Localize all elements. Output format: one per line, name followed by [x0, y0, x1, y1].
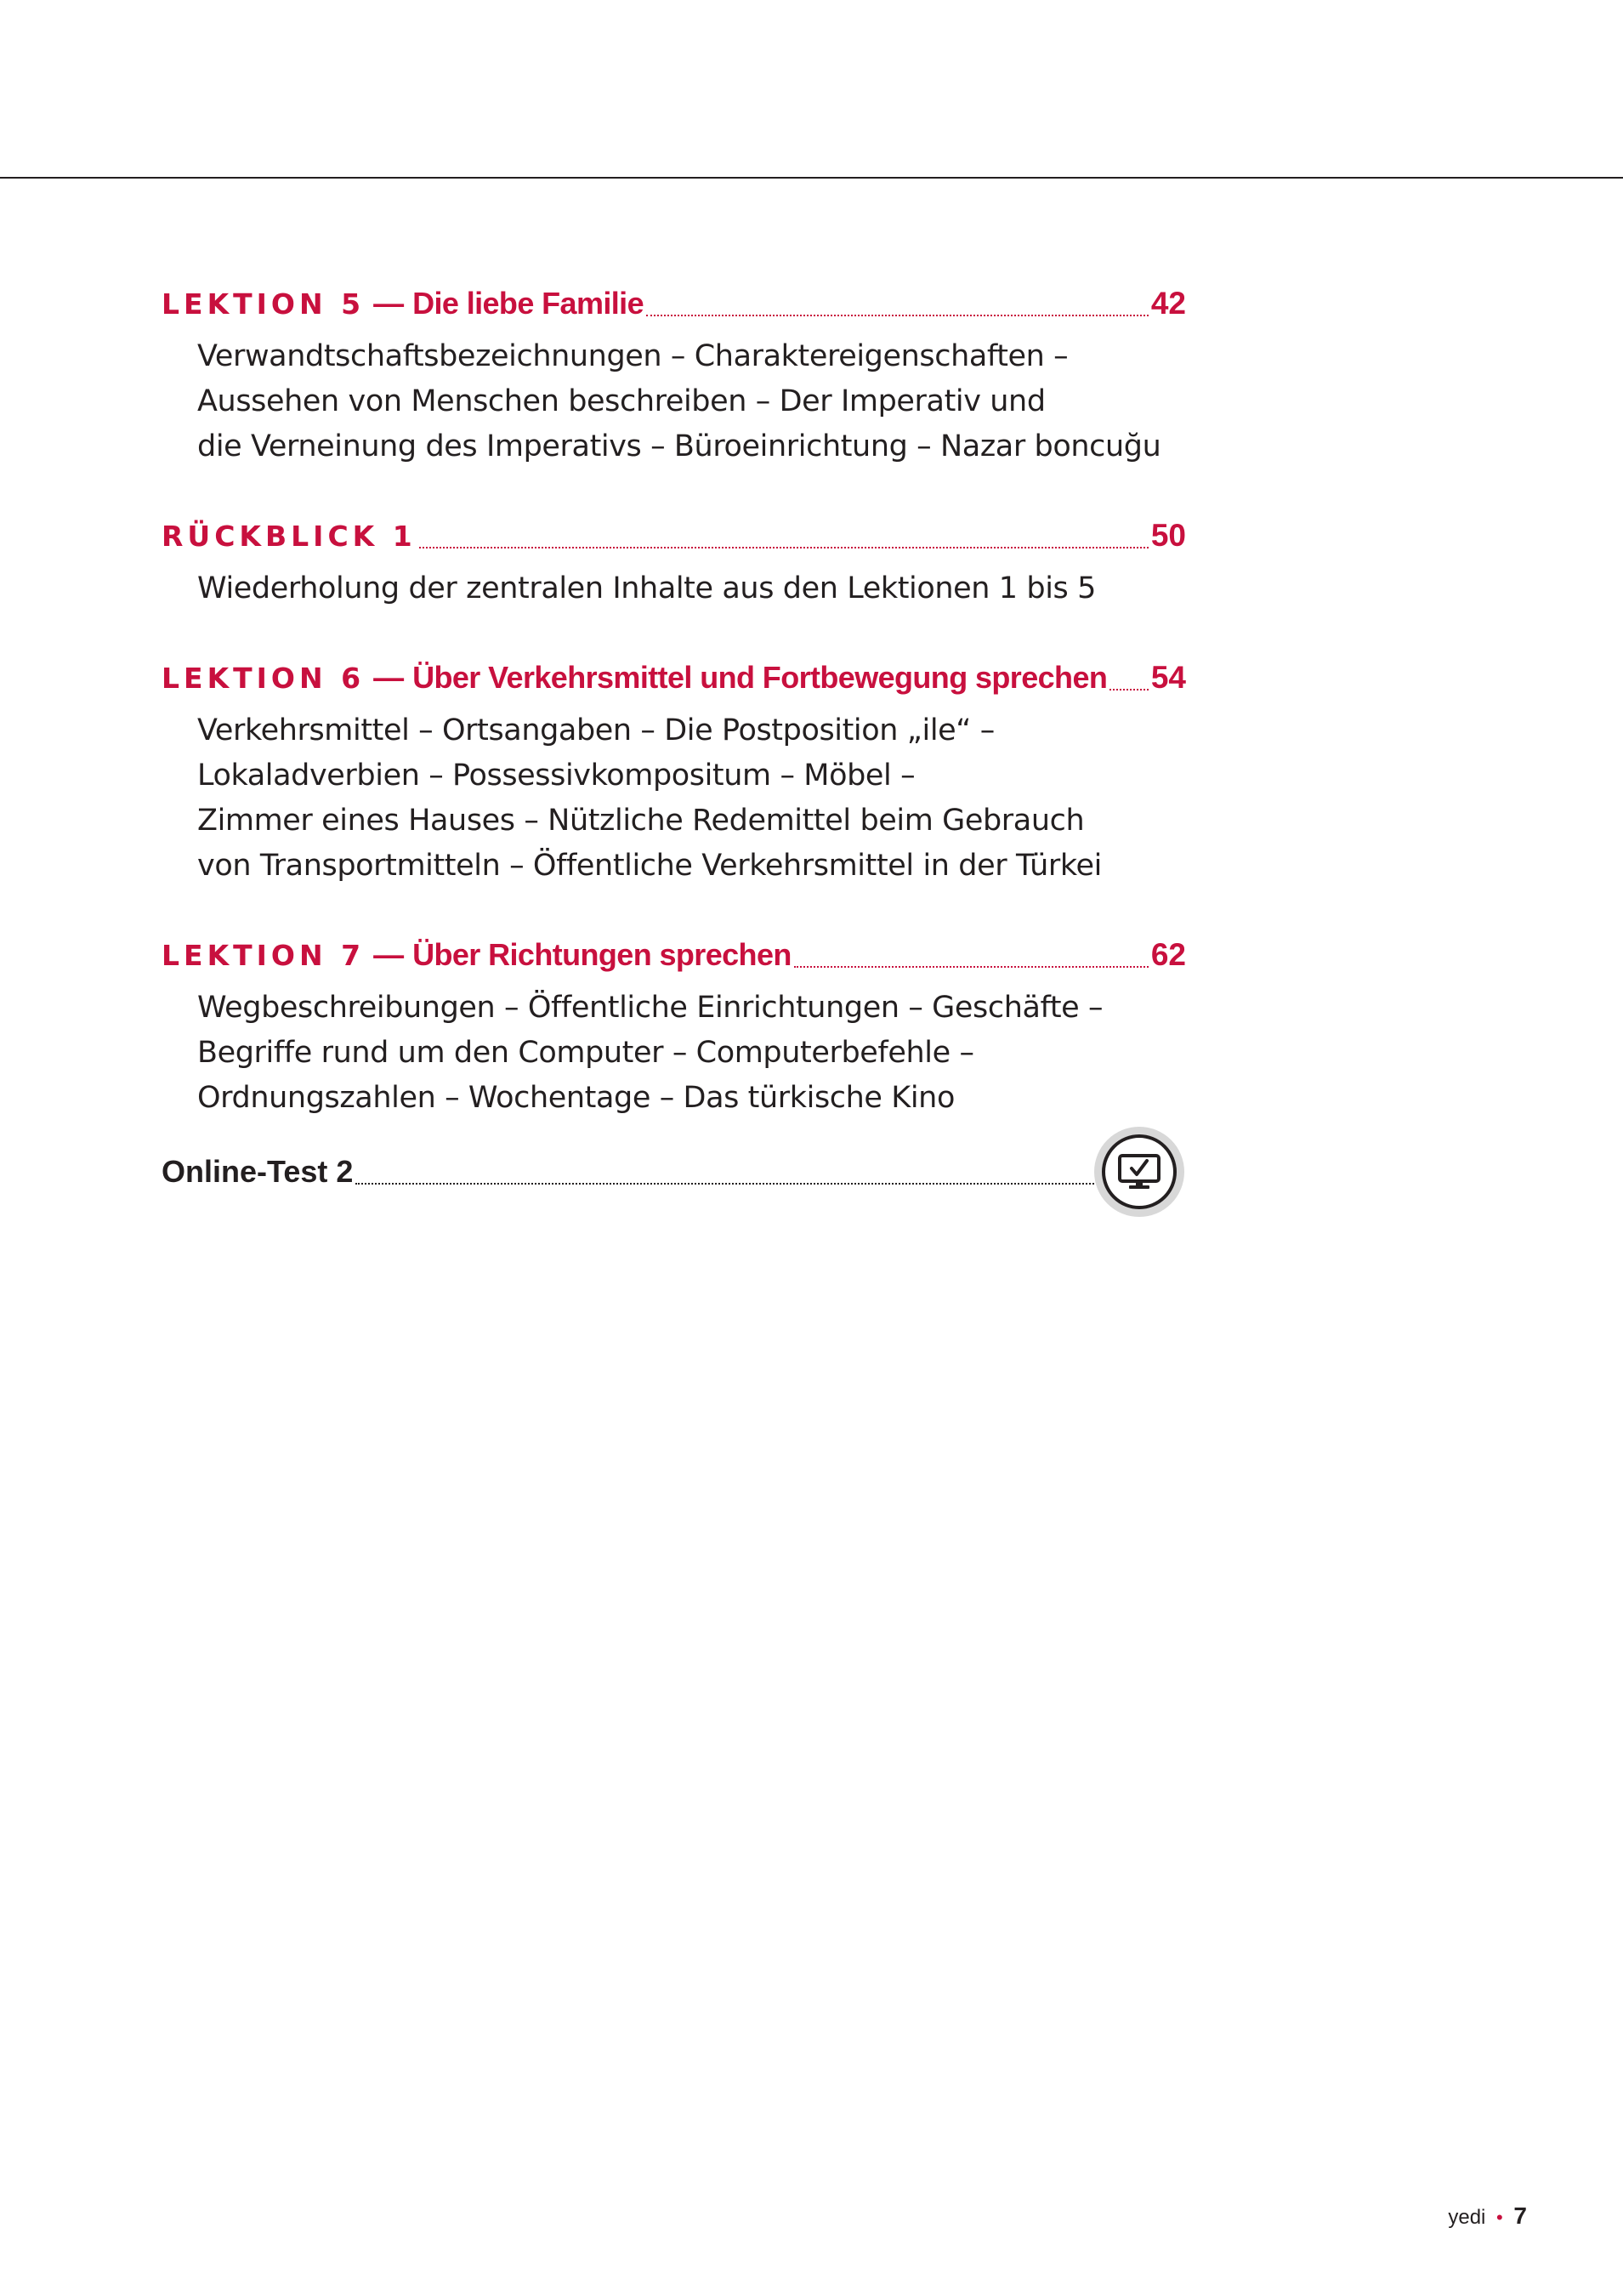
dot-leader — [794, 965, 1149, 968]
toc-entry-lektion-5[interactable] — [162, 276, 1186, 469]
description-line: Wiederholung der zentralen Inhalte aus den Lektionen 1 bis 5 — [197, 571, 1096, 605]
description-line: Begriffe rund um den Computer – Computerbefehle – — [197, 1036, 974, 1070]
footer-word: yedi — [1448, 2206, 1486, 2229]
description-line: Lokaladverbien – Possessivkompositum – Möbel – — [197, 759, 916, 793]
monitor-check-glyph — [1117, 1153, 1161, 1191]
page-number: 7 — [1513, 2202, 1527, 2229]
computer-check-icon-inner — [1102, 1134, 1177, 1209]
toc-entry-page: 54 — [1150, 660, 1186, 695]
toc-entry-lektion-7[interactable] — [162, 928, 1186, 1121]
toc-entry-separator: — — [365, 286, 413, 321]
toc-entry-description — [197, 566, 1186, 611]
description-line: Verwandtschaftsbezeichnungen – Charaktereigenschaften – — [197, 339, 1069, 373]
toc-heading — [162, 509, 1186, 563]
computer-check-icon — [1094, 1127, 1184, 1217]
description-line: Zimmer eines Hauses – Nützliche Redemittel beim Gebrauch — [197, 804, 1085, 838]
toc-entry-separator: — — [365, 660, 413, 695]
top-rule — [0, 177, 1623, 179]
toc-entry-page: 42 — [1150, 286, 1186, 321]
dot-leader — [646, 314, 1149, 316]
dot-leader — [355, 1182, 1094, 1185]
description-line: Wegbeschreibungen – Öffentliche Einrichtungen – Geschäfte – — [197, 991, 1104, 1025]
toc-entry-title: Über Verkehrsmittel und Fortbewegung sprechen — [412, 660, 1108, 695]
toc-entry-description — [197, 986, 1186, 1121]
toc-heading — [162, 928, 1186, 982]
description-line: Verkehrsmittel – Ortsangaben – Die Postposition „ile“ – — [197, 713, 995, 747]
toc-entry-page: 50 — [1150, 518, 1186, 553]
footer-bullet: • — [1496, 2207, 1503, 2228]
toc-entry-description — [197, 708, 1186, 889]
toc-entry-prefix: LEKTION 5 — [162, 287, 366, 321]
toc-heading — [162, 276, 1186, 331]
page-footer — [1448, 2202, 1527, 2230]
description-line: die Verneinung des Imperativs – Büroeinrichtung – Nazar boncuğu — [197, 429, 1161, 463]
table-of-contents — [162, 276, 1186, 1199]
toc-entry-page: 62 — [1150, 937, 1186, 972]
toc-entry-lektion-6[interactable] — [162, 651, 1186, 889]
toc-entry-rueckblick-1[interactable] — [162, 509, 1186, 611]
toc-entry-title: Über Richtungen sprechen — [412, 937, 792, 972]
toc-entry-prefix: LEKTION 7 — [162, 939, 366, 972]
toc-entry-prefix: RÜCKBLICK 1 — [162, 520, 417, 553]
toc-entry-separator: — — [365, 937, 413, 972]
description-line: Aussehen von Menschen beschreiben – Der Imperativ und — [197, 384, 1046, 418]
description-line: Ordnungszahlen – Wochentage – Das türkische Kino — [197, 1081, 955, 1115]
toc-heading — [162, 651, 1186, 705]
dot-leader — [419, 546, 1149, 548]
online-test-title: Online-Test 2 — [162, 1154, 354, 1189]
description-line: von Transportmitteln – Öffentliche Verkehrsmittel in der Türkei — [197, 849, 1102, 883]
toc-entry-title: Die liebe Familie — [412, 286, 644, 321]
toc-entry-online-test[interactable] — [162, 1145, 1097, 1199]
dot-leader — [1109, 688, 1149, 691]
toc-entry-description — [197, 334, 1186, 469]
toc-entry-prefix: LEKTION 6 — [162, 662, 366, 695]
